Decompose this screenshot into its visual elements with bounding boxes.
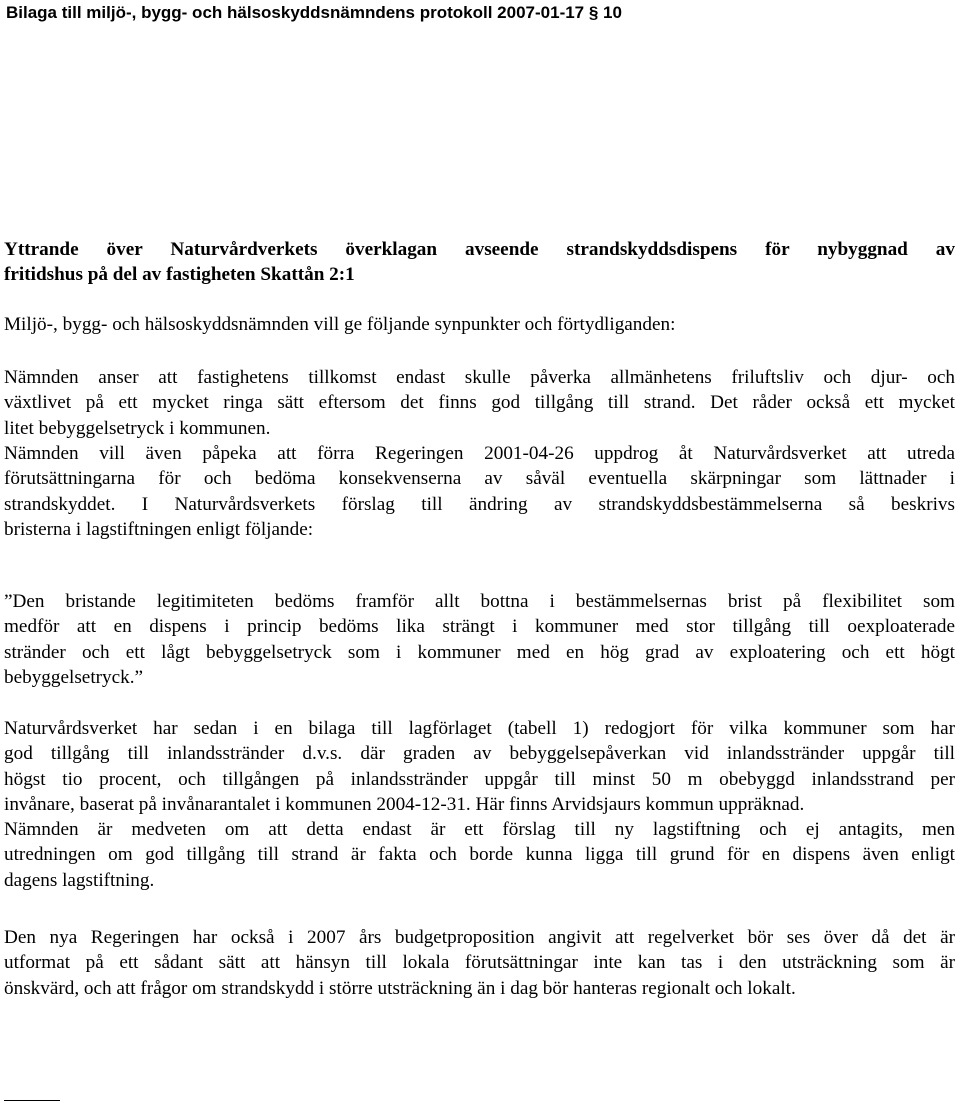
page-header: Bilaga till miljö-, bygg- och hälsoskyddsnämndens protokoll 2007-01-17 § 10 bbox=[6, 3, 622, 22]
quote-line: medför att en dispens i princip bedöms lika strängt i kommuner med stor tillgång till oexploaterade bbox=[4, 616, 955, 638]
paragraph-line: växtlivet på ett mycket ringa sätt eftersom det finns god tillgång till strand. Det råder också ett mycket bbox=[4, 392, 955, 414]
quote-line: ”Den bristande legitimiteten bedöms framför allt bottna i bestämmelsernas brist på flexibilitet som bbox=[4, 591, 955, 612]
paragraph-line: högst tio procent, och tillgången på inlandsstränder uppgår till minst 50 m obebyggd inlandsstrand per bbox=[4, 768, 955, 790]
paragraph-line: dagens lagstiftning. bbox=[4, 869, 155, 891]
quote-line: stränder och ett lågt bebyggelsetryck som i kommuner med en hög grad av exploatering och ett högt bbox=[4, 641, 955, 663]
paragraph-line: utformat på ett sådant sätt att hänsyn till lokala förutsättningar inte kan tas i den utsträckning som är bbox=[4, 952, 955, 974]
footnote-separator bbox=[4, 1100, 60, 1101]
paragraph-line: litet bebyggelsetryck i kommunen. bbox=[4, 417, 271, 439]
paragraph-1 bbox=[4, 365, 955, 441]
paragraph-4 bbox=[4, 925, 955, 1001]
paragraph-line: förutsättningarna för och bedöma konsekvenserna av såväl eventuella skärpningar som lättnader i bbox=[4, 468, 955, 490]
paragraph-line: Nämnden är medveten om att detta endast är ett förslag till ny lagstiftning och ej antagits, men bbox=[4, 819, 955, 841]
paragraph-line: önskvärd, och att frågor om strandskydd i större utsträckning än i dag bör hanteras regionalt och lokalt. bbox=[4, 977, 796, 999]
paragraph-2 bbox=[4, 441, 955, 542]
paragraph-line: strandskyddet. I Naturvårdsverkets förslag till ändring av strandskyddsbestämmelserna så beskrivs bbox=[4, 493, 955, 515]
paragraph-line: utredningen om god tillgång till strand är fakta och borde kunna ligga till grund för en dispens även enligt bbox=[4, 844, 955, 866]
paragraph-line: bristerna i lagstiftningen enligt följande: bbox=[4, 518, 314, 540]
paragraph-line: Nämnden vill även påpeka att förra Regeringen 2001-04-26 uppdrog åt Naturvårdsverket att utreda bbox=[4, 443, 955, 464]
paragraph-line: Den nya Regeringen har också i 2007 års budgetproposition angivit att regelverket bör ses över då det är bbox=[4, 927, 955, 948]
paragraph-line: invånare, baserat på invånarantalet i kommunen 2004-12-31. Här finns Arvidsjaurs kommun uppräknad. bbox=[4, 793, 805, 815]
title-line-2: fritidshus på del av fastigheten Skattån 2:1 bbox=[4, 264, 355, 286]
paragraph-line: god tillgång till inlandsstränder d.v.s. där graden av bebyggelsepåverkan vid inlandsstränder uppgår till bbox=[4, 743, 955, 765]
quote-paragraph bbox=[4, 589, 955, 690]
paragraph-3 bbox=[4, 716, 955, 893]
paragraph-line: Naturvårdsverket har sedan i en bilaga till lagförlaget (tabell 1) redogjort för vilka kommuner som har bbox=[4, 718, 955, 739]
title-line-1: Yttrande över Naturvårdverkets överklagan avseende strandskyddsdispens för nybyggnad av bbox=[4, 239, 955, 260]
intro-line: Miljö-, bygg- och hälsoskyddsnämnden vill ge följande synpunkter och förtydliganden: bbox=[4, 314, 676, 335]
intro-paragraph bbox=[4, 312, 955, 337]
paragraph-line: Nämnden anser att fastighetens tillkomst endast skulle påverka allmänhetens friluftsliv och djur- och bbox=[4, 367, 955, 388]
document-title bbox=[4, 237, 955, 288]
quote-line: bebyggelsetryck.” bbox=[4, 666, 144, 688]
